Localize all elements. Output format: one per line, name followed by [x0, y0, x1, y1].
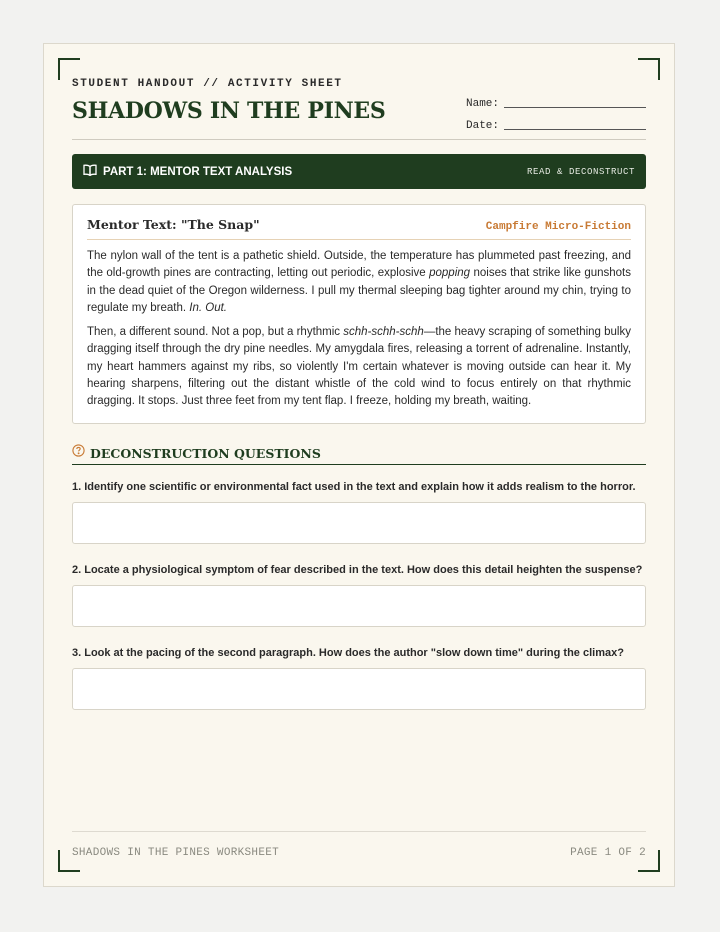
question-2-label: 2. Locate a physiological symptom of fear described in the text. How does this detail heighten the suspense?	[72, 564, 643, 576]
book-icon	[83, 163, 97, 181]
mentor-text-card	[72, 204, 646, 424]
mentor-paragraph-2	[87, 324, 631, 410]
questions-heading	[72, 442, 646, 465]
questions-heading-text: DECONSTRUCTION QUESTIONS	[90, 445, 321, 461]
mentor-text-header	[87, 217, 631, 240]
paragraph-emphasis: popping	[429, 267, 471, 280]
section-title: PART 1: MENTOR TEXT ANALYSIS	[103, 165, 293, 178]
student-info-fields	[466, 88, 646, 132]
question-3-answer-box[interactable]	[72, 668, 646, 710]
page-eyebrow: STUDENT HANDOUT // ACTIVITY SHEET	[72, 78, 343, 90]
question-1-answer-box[interactable]	[72, 502, 646, 544]
date-label: Date:	[466, 120, 500, 132]
paragraph-emphasis: In. Out.	[189, 301, 227, 314]
paragraph-text: —the heavy scraping of something bulky dragging itself through the dry pine needles. My amygdala fires, releasing a torrent of adrenaline. Instantly, my heart hammers against my ribs, so violently I'm certain whatever is moving outside can hear it. My hearing sharpens, filtering out the distant whistle of the cold wind to focus entirely on that rhythmic dragging. It stops. Just three feet from my tent flap. I freeze, holding my breath, waiting.	[87, 326, 631, 408]
question-2-answer-box[interactable]	[72, 585, 646, 627]
paragraph-emphasis: schh-schh-schh	[343, 326, 424, 339]
footer-title: SHADOWS IN THE PINES WORKSHEET	[72, 847, 280, 859]
paragraph-text: The nylon wall of the tent is a pathetic shield. Outside, the temperature has plummeted past freezing, and the old-growth pines are contracting, letting out periodic, explosive	[87, 250, 631, 280]
header-divider	[72, 139, 646, 140]
paragraph-text: Then, a different sound. Not a pop, but a rhythmic	[87, 326, 344, 339]
question-1-label: 1. Identify one scientific or environmental fact used in the text and explain how it adds realism to the horror.	[72, 481, 636, 493]
worksheet-page	[43, 43, 675, 887]
paragraph-text: noises that strike like gunshots in the dead quiet of the Oregon wilderness. I pull my thermal sleeping bag tighter around my chin, trying to regulate my breath.	[87, 267, 631, 314]
mentor-text-genre-tag: Campfire Micro-Fiction	[485, 221, 631, 233]
section-header-left	[83, 163, 292, 181]
footer-divider	[72, 831, 646, 832]
corner-mark-top-right	[638, 58, 660, 80]
section-header-bar	[72, 154, 646, 189]
page-title: SHADOWS IN THE PINES	[72, 98, 386, 124]
question-circle-icon	[72, 444, 85, 462]
footer-page-number: PAGE 1 OF 2	[570, 847, 646, 859]
name-field[interactable]	[504, 95, 646, 108]
name-label: Name:	[466, 98, 500, 110]
name-field-row	[466, 88, 646, 110]
date-field[interactable]	[504, 117, 646, 130]
question-3-label: 3. Look at the pacing of the second paragraph. How does the author "slow down time" during the climax?	[72, 647, 624, 659]
corner-mark-top-left	[58, 58, 80, 80]
mentor-text-title: Mentor Text: "The Snap"	[87, 217, 260, 232]
date-field-row	[466, 110, 646, 132]
mentor-paragraph-1	[87, 248, 631, 317]
section-tag: READ & DECONSTRUCT	[526, 166, 635, 177]
